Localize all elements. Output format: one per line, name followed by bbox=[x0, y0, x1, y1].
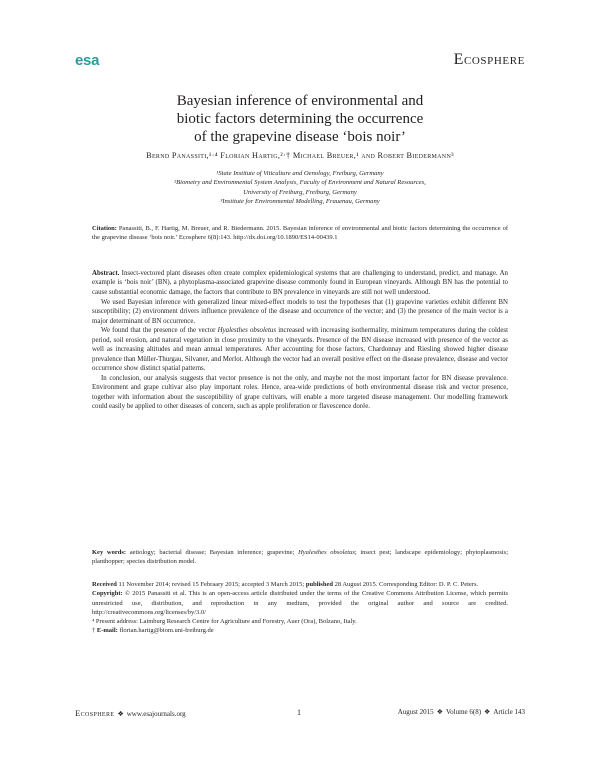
keywords-species: Hyalesthes obsoletus bbox=[298, 549, 355, 556]
author-list: Bernd Panassiti,¹·⁴ Florian Hartig,²·† Michael Breuer,¹ and Robert Biedermann³ bbox=[146, 151, 454, 160]
present-address: ⁴ Present address: Laimburg Research Centre for Agriculture and Forestry, Auer (Ora), Bolzano, Italy. bbox=[92, 618, 357, 626]
affiliations bbox=[0, 169, 600, 206]
footer-website[interactable]: www.esajournals.org bbox=[126, 710, 186, 718]
title-line-1: Bayesian inference of environmental and bbox=[176, 93, 424, 109]
copyright-label: Copyright: bbox=[92, 590, 123, 598]
footer-date: August 2015 bbox=[397, 708, 434, 716]
affiliation-2-cont: University of Freiburg, Freiburg, Germany bbox=[243, 188, 357, 196]
vector-species: Hyalesthes obsoletus bbox=[217, 327, 277, 335]
footer-article: Article 143 bbox=[493, 708, 525, 716]
abstract-p1-text: Insect-vectored plant diseases often create complex epidemiological systems that are challenging to understand, predict, and manage. An example is ‘bois noir’ (BN), a phytoplasma-associated grapevine disease commonly found in European vineyards. Although BN has the potential to cause substantial economic damage, the factors that contribute to BN prevalence in vineyards are still not well understood. bbox=[92, 270, 508, 296]
abstract-label: Abstract. bbox=[92, 270, 120, 277]
diamond-separator-icon: ❖ bbox=[484, 708, 491, 716]
footer-volume: Volume 6(8) bbox=[445, 708, 482, 716]
keywords-after: ; insect pest; landscape epidemiology; phytoplasmosis; planthopper; species distribution model. bbox=[92, 549, 509, 566]
abstract-paragraph-2: We used Bayesian inference with generalized linear mixed-effect models to test the hypotheses that (1) grapevine varieties exhibit different BN susceptibility; (2) environment drivers influence prevalence of the disease and occurrence of the vector; and (3) the presence of the main vector is a major determinant of BN occurrence. bbox=[92, 298, 508, 325]
diamond-separator-icon: ❖ bbox=[436, 708, 443, 716]
footer-right bbox=[398, 708, 525, 716]
title-line-2: biotic factors determining the occurrence bbox=[176, 111, 424, 127]
journal-name: Ecosphere bbox=[453, 51, 525, 68]
article-title bbox=[0, 92, 600, 146]
abstract bbox=[92, 269, 508, 412]
citation bbox=[92, 224, 508, 242]
abstract-paragraph-4: In conclusion, our analysis suggests that vector presence is not the only, and maybe not the most important factor for BN disease prevalence. Environment and grape cultivar also play important roles. Hence, area-wide predictions of both environmental disease risk and vector presence, together with information about the susceptibility of grape cultivars, will enable a more targeted disease management. Our modelling framework could easily be applied to other diseases of concern, such as apple proliferation or flavescence dorée. bbox=[92, 374, 508, 411]
published-text: 28 August 2015. Corresponding Editor: D. P. C. Peters. bbox=[332, 581, 479, 588]
dates-line bbox=[92, 580, 508, 589]
citation-label: Citation: bbox=[92, 225, 117, 232]
keywords-label: Key words: bbox=[92, 549, 127, 556]
received-label: Received bbox=[92, 581, 117, 588]
affiliation-1: ¹State Institute of Viticulture and Oenology, Freiburg, Germany bbox=[216, 170, 384, 177]
esa-logo: esa bbox=[75, 52, 100, 69]
email-label: E-mail: bbox=[96, 627, 118, 635]
page-number: 1 bbox=[297, 708, 301, 717]
received-text: 11 November 2014; revised 15 Febraary 2015; accepted 3 March 2015; bbox=[116, 581, 306, 588]
footer-left bbox=[75, 708, 186, 718]
keywords bbox=[92, 548, 508, 566]
footer-journal: Ecosphere bbox=[75, 708, 115, 718]
abstract-paragraph-3 bbox=[92, 326, 508, 373]
keywords-before: aetiology; bacterial disease; Bayesian inference; grapevine; bbox=[126, 549, 299, 556]
abstract-p3-after: increased with increasing isothermality, minimum temperatures during the coldest period, soil erosion, and natural vegetation in close proximity to the vineyards. Presence of the BN disease increased with presence of the vector as well as increasing altitudes and mean annual temperatures. After accounting for those factors, Chardonnay and Riesling showed higher disease prevalence than Müller-Thurgau, Silvaner, and Merlot. Although the vector had an overall positive effect on the disease prevalence, disease and vector occurrence show distinct spatial patterns. bbox=[92, 327, 508, 373]
affiliation-3: ³Institute for Environmental Modelling, Frauenau, Germany bbox=[220, 197, 380, 205]
email-address[interactable]: florian.hartig@biom.uni-freiburg.de bbox=[117, 627, 214, 635]
article-meta bbox=[92, 580, 508, 636]
affiliation-2: ²Biometry and Environmental System Analysis, Faculty of Environment and Natural Resources, bbox=[174, 179, 426, 187]
published-label: published bbox=[305, 581, 333, 588]
email-marker: † bbox=[92, 627, 97, 635]
copyright-line bbox=[92, 589, 508, 617]
citation-text[interactable]: Panassiti, B., F. Hartig, M. Breuer, and R. Biedermann. 2015. Bayesian inference of environmental and biotic factors determining the occurrence of the grapevine disease ‘bois noir.’ Ecosphere 6(8):143. http://dx.doi.org/10.1890/ES14-00439.1 bbox=[92, 225, 508, 242]
copyright-text[interactable]: © 2015 Panassiti et al. This is an open-access article distributed under the terms of the Creative Commons Attribution License, which permits unrestricted use, distribution, and reproduction in any medium, provided the original author and source are credited. http://creativecommons.org/licenses/by/3.0/ bbox=[92, 590, 508, 616]
title-line-3: of the grapevine disease ‘bois noir’ bbox=[194, 129, 406, 145]
diamond-separator-icon: ❖ bbox=[117, 710, 124, 718]
email-line bbox=[92, 626, 508, 635]
abstract-p3-before: We found that the presence of the vector bbox=[101, 327, 218, 335]
abstract-paragraph-1 bbox=[92, 269, 508, 297]
